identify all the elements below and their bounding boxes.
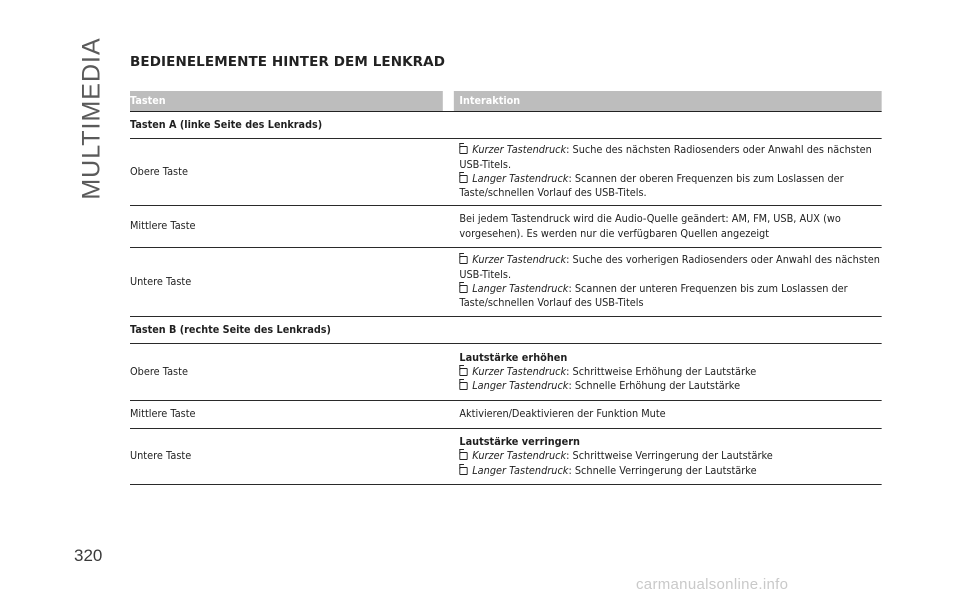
- table-row: [130, 401, 882, 429]
- table-row: [130, 344, 882, 401]
- table-row: [130, 206, 882, 248]
- row-description: Bei jedem Tastendruck wird die Audio-Quelle geändert: AM, FM, USB, AUX (wo vorgesehen). Es werden nur die verfügbaren Quellen angezeigt: [459, 213, 841, 240]
- line-text: : Scannen der unteren Frequenzen bis zum Loslassen der Taste/schnellen Vorlauf des USB-Titels: [459, 283, 848, 310]
- group-heading-a: Tasten A (linke Seite des Lenkrads): [130, 112, 882, 139]
- line-label: Kurzer Tastendruck: [472, 144, 567, 157]
- description-line: [459, 464, 881, 478]
- checkbox-bullet-icon: [459, 467, 467, 475]
- header-gap: [443, 91, 454, 111]
- checkbox-bullet-icon: [459, 452, 467, 460]
- row-key: Untere Taste: [130, 275, 192, 288]
- page-number: 320: [74, 546, 103, 565]
- controls-table: [130, 91, 882, 485]
- description-line: [459, 365, 881, 379]
- line-label: Kurzer Tastendruck: [472, 365, 567, 378]
- line-label: Kurzer Tastendruck: [472, 254, 567, 267]
- chapter-side-label-text: MULTIMEDIA: [77, 36, 106, 200]
- table-row: [130, 248, 882, 317]
- row-key: Mittlere Taste: [130, 220, 196, 233]
- line-label: Langer Tastendruck: [472, 380, 569, 393]
- checkbox-bullet-icon: [459, 146, 467, 154]
- table-row: [130, 429, 882, 485]
- line-text: : Schrittweise Verringerung der Lautstärke: [566, 450, 773, 463]
- table-header: [130, 91, 882, 112]
- row-key: Untere Taste: [130, 450, 192, 463]
- line-text: : Suche des vorherigen Radiosenders oder Anwahl des nächsten USB-Titels.: [459, 254, 880, 281]
- line-label: Langer Tastendruck: [472, 173, 569, 185]
- line-label: Langer Tastendruck: [472, 283, 569, 295]
- header-interaktion: Interaktion: [459, 94, 521, 107]
- description-line: [459, 172, 881, 201]
- description-line: [459, 143, 881, 172]
- table-row: [130, 139, 882, 206]
- description-line: [459, 282, 881, 311]
- line-text: : Schnelle Verringerung der Lautstärke: [568, 464, 757, 477]
- line-text: : Schnelle Erhöhung der Lautstärke: [568, 380, 741, 393]
- chapter-side-label: [72, 36, 112, 200]
- row-description: Aktivieren/Deaktivieren der Funktion Mute: [459, 408, 666, 421]
- checkbox-bullet-icon: [459, 368, 467, 376]
- row-description: [454, 143, 882, 200]
- row-description: [454, 253, 882, 310]
- line-label: Kurzer Tastendruck: [472, 450, 567, 463]
- description-line: [459, 379, 881, 393]
- row-description: [454, 435, 882, 478]
- row-key: Obere Taste: [130, 165, 188, 178]
- header-tasten: Tasten: [130, 94, 443, 108]
- row-description: [454, 351, 882, 394]
- row-subheading: Lautstärke erhöhen: [459, 351, 568, 364]
- line-text: : Schrittweise Erhöhung der Lautstärke: [566, 365, 757, 378]
- line-text: : Scannen der oberen Frequenzen bis zum Loslassen der Taste/schnellen Vorlauf des USB-Titels.: [459, 173, 844, 200]
- description-line: [459, 449, 881, 463]
- checkbox-bullet-icon: [459, 175, 467, 183]
- checkbox-bullet-icon: [459, 256, 467, 264]
- row-key: Mittlere Taste: [130, 408, 196, 421]
- watermark: carmanualsonline.info: [636, 576, 789, 593]
- section-title: BEDIENELEMENTE HINTER DEM LENKRAD: [130, 54, 446, 70]
- row-subheading: Lautstärke verringern: [459, 436, 581, 449]
- line-label: Langer Tastendruck: [472, 464, 569, 477]
- group-heading-b: Tasten B (rechte Seite des Lenkrads): [130, 317, 882, 344]
- checkbox-bullet-icon: [459, 382, 467, 390]
- checkbox-bullet-icon: [459, 285, 467, 293]
- row-key: Obere Taste: [130, 365, 188, 378]
- line-text: : Suche des nächsten Radiosenders oder Anwahl des nächsten USB-Titels.: [459, 144, 872, 171]
- description-line: [459, 253, 881, 282]
